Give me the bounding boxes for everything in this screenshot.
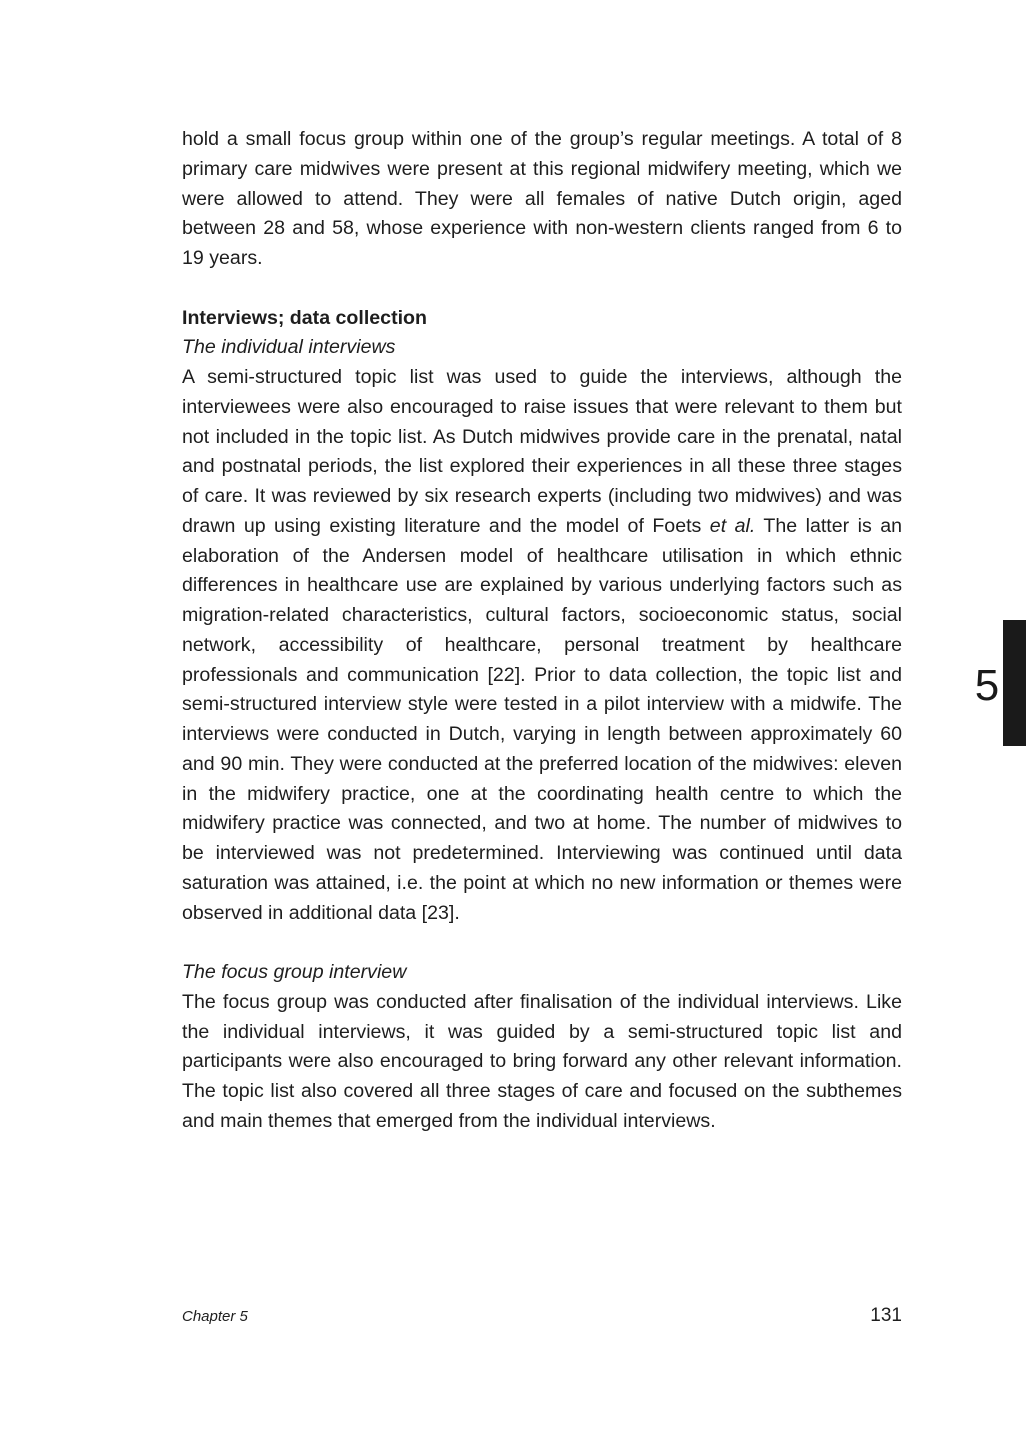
chapter-tab-number: 5 xyxy=(974,661,1000,710)
chapter-tab xyxy=(1003,620,1026,746)
intro-paragraph: hold a small focus group within one of the group’s regular meetings. A total of 8 primary care midwives were present at this regional midwifery meeting, which we were allowed to attend. They were all females of native Dutch origin, aged between 28 and 58, whose experience with non-western clients ranged from 6 to 19 years. xyxy=(182,128,902,269)
individual-text-italic: et al. xyxy=(709,514,756,537)
focus-group-paragraph: The focus group was conducted after finalisation of the individual interviews. Like the individual interviews, it was guided by a semi-structured topic list and participants were also encouraged to bring forward any other relevant information. The topic list also covered all three stages of care and focused on the subthemes and main themes that emerged from the individual interviews. xyxy=(182,990,902,1132)
subheading-focus-group: The focus group interview xyxy=(182,961,407,983)
individual-text-part-1: A semi-structured topic list was used to guide the interviews, although the interviewees were also encouraged to raise issues that were relevant to them but not included in the topic list. As Dutch midwives provide care in the prenatal, natal and postnatal periods, the list explored their experiences in all these three stages of care. It was reviewed by six research experts (including two midwives) and was drawn up using existing literature and the model of Foets xyxy=(182,366,902,537)
individual-text-part-2: The latter is an elaboration of the Andersen model of healthcare utilisation in which ethnic differences in healthcare use are explained by various underlying factors such as migration-related characteristics, cultural factors, socioeconomic status, social network, accessibility of healthcare, personal treatment by healthcare professionals and communication [22]. Prior to data collection, the topic list and semi-structured interview style were tested in a pilot interview with a midwife. The interviews were conducted in Dutch, varying in length between approximately 60 and 90 min. They were conducted at the preferred location of the midwives: eleven in the midwifery practice, one at the coordinating health centre to which the midwifery practice was connected, and two at home. The number of midwives to be interviewed was not predetermined. Interviewing was continued until data saturation was attained, i.e. the point at which no new information or themes were observed in additional data [23]. xyxy=(182,514,902,924)
individual-interviews-paragraph xyxy=(182,363,902,928)
footer-page-number: 131 xyxy=(870,1305,902,1326)
paragraph-gap xyxy=(182,928,902,958)
footer-chapter-label: Chapter 5 xyxy=(182,1308,248,1325)
page-body xyxy=(182,125,902,1137)
section-heading: Interviews; data collection xyxy=(182,306,427,329)
subheading-individual-interviews: The individual interviews xyxy=(182,336,396,359)
paragraph-gap xyxy=(182,274,902,304)
